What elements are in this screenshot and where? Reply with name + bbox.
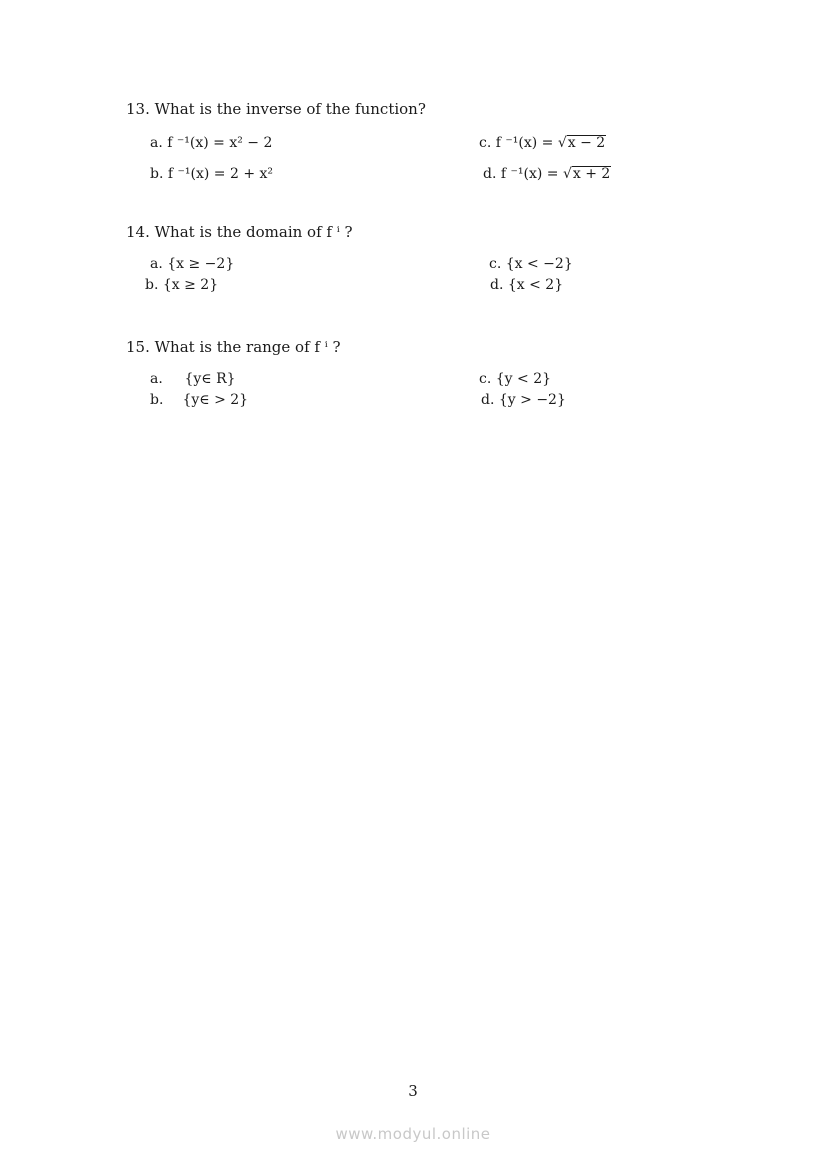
square-root: √x + 2 <box>562 166 611 182</box>
radicand: x + 2 <box>572 166 611 182</box>
option-letter: b. <box>150 392 164 408</box>
option-expression: {y > −2} <box>498 392 566 408</box>
option-expression: {x ≥ 2} <box>162 277 219 293</box>
question-14-option-c <box>489 256 573 272</box>
option-expression: {x < −2} <box>505 256 573 272</box>
option-letter: d. <box>483 166 497 182</box>
question-14-option-b <box>145 277 218 293</box>
option-letter: d. <box>490 277 504 293</box>
option-expression: {y∈ > 2} <box>182 392 249 408</box>
radicand: x − 2 <box>567 135 606 151</box>
option-expression-lhs: f ⁻¹(x) = <box>495 135 558 151</box>
option-expression: {x < 2} <box>507 277 564 293</box>
question-15-option-c <box>479 371 551 387</box>
option-letter: c. <box>489 256 502 272</box>
option-letter: a. <box>150 135 163 151</box>
question-15-text: 15. What is the range of f ⁱ ? <box>126 338 341 356</box>
page-number: 3 <box>408 1082 418 1100</box>
question-13-text: 13. What is the inverse of the function? <box>126 100 426 118</box>
option-letter: d. <box>481 392 495 408</box>
option-expression: f ⁻¹(x) = x² − 2 <box>167 135 273 151</box>
option-letter: c. <box>479 135 492 151</box>
option-letter: c. <box>479 371 492 387</box>
question-15-option-a <box>150 371 236 387</box>
option-expression-lhs: f ⁻¹(x) = <box>500 166 563 182</box>
question-14-option-d <box>490 277 563 293</box>
option-expression: f ⁻¹(x) = 2 + x² <box>167 166 274 182</box>
watermark: www.modyul.online <box>335 1125 491 1143</box>
option-letter: a. <box>150 256 163 272</box>
option-expression: {x ≥ −2} <box>167 256 235 272</box>
question-14-option-a <box>150 256 234 272</box>
option-letter: a. <box>150 371 163 387</box>
question-15-option-d <box>481 392 566 408</box>
question-13-option-d <box>483 166 611 182</box>
square-root: √x − 2 <box>557 135 606 151</box>
option-expression: {y < 2} <box>495 371 552 387</box>
option-expression: {y∈ R} <box>184 371 236 387</box>
question-15-option-b <box>150 392 248 408</box>
option-letter: b. <box>150 166 164 182</box>
question-14-text: 14. What is the domain of f ⁱ ? <box>126 223 353 241</box>
option-letter: b. <box>145 277 159 293</box>
question-13-option-c <box>479 135 606 151</box>
question-13-option-b <box>150 166 273 182</box>
question-13-option-a <box>150 135 272 151</box>
